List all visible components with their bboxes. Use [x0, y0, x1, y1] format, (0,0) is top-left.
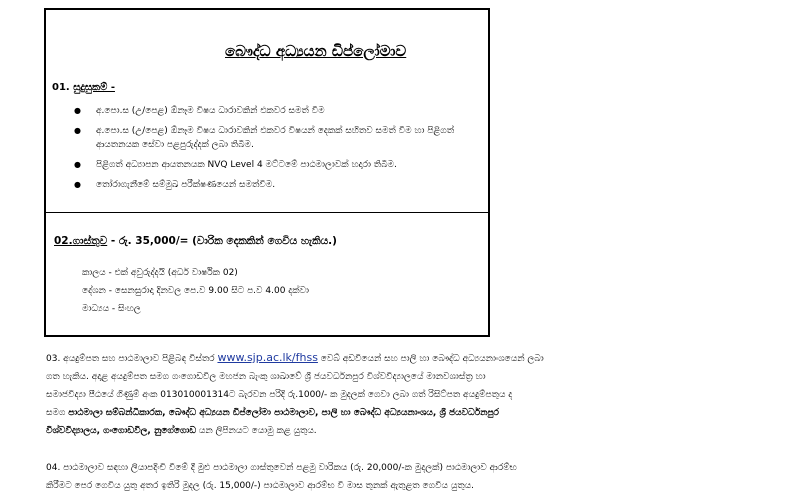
fee-heading	[54, 235, 337, 248]
qualifications-heading	[52, 82, 115, 93]
medium-row: මාධ්‍යය - සිංහල	[82, 304, 141, 314]
para4-line2: කිරීමට පෙර ගෙවිය යුතු අතර ඉතිරි මුදල (රු. 15,000/-) පාඨමාලාව ආරම්භ වී මාස තුනක් ඇතුළත ගෙවිය යුතුය.	[46, 481, 474, 491]
para3-lead: 03. අයදුම්පත සහ පාඨමාලාව පිළිබඳ විස්තර	[46, 354, 218, 364]
university-address: විශ්වවිද්‍යාලය, ගංගොඩවිල, නුගේගොඩ	[46, 426, 197, 436]
para3-line5-tail: යන ලිපිනයට යොමු කළ යුතුය.	[196, 426, 317, 436]
section2-heading: ගාස්තුව	[72, 235, 108, 247]
para3-line3: සමාජවිද්‍යා පීඨයේ ගිණුම් අංක 013010001314ට බැරවන පරිදි රු.1000/- ක මුදලක් ගෙවා ලබා ගත් රිසිට්පත අයදුම්පතුය ද	[46, 390, 513, 400]
website-link[interactable]: www.sjp.ac.lk/fhss	[217, 351, 318, 364]
section2-number: 02.	[54, 235, 73, 247]
list-item: ● තෝරාගැනීමේ සම්මුඛ පරීක්ෂණයෙන් සමත්වීම.	[74, 178, 474, 192]
section1-heading: සුදුසුකම් -	[73, 82, 115, 93]
section1-number: 01.	[52, 82, 70, 93]
list-item: ● අ.පො.ස (උ/පෙළ) ඕනෑම විෂය ධාරාවකින් එකවර විෂයන් දෙකක් සහිතව සමත් වීම හා පිළිගත් ආයතනයක සේවා පළපුරුද්දක් ලබා තිබීම.	[74, 124, 474, 152]
lectures-row: දේශන - සෙනසුරාදා දිනවල පෙ.ව 9.00 සිට ප.ව 4.00 දක්වා	[82, 286, 310, 296]
coordinator-address: පාඨමාලා සම්බන්ධීකාරක, බෞද්ධ අධ්‍යයන ඩිප්ලෝමා පාඨමාලාව, පාලි හා බෞද්ධ අධ්‍යයනාංශය, ශ්‍රී ජයවර්ධනපුර	[68, 408, 499, 418]
fee-amount: - රු. 35,000/= (වාරික දෙකකින් ගෙවිය හැකිය.)	[110, 235, 337, 247]
page-title: බෞද්ධ අධ්‍යයන ඩිප්ලෝමාව	[225, 42, 407, 60]
list-item: ● පිළිගත් අධ්‍යාපන ආයතනයක NVQ Level 4 මට්ටමේ පාඨමාලාවක් හදාරා තිබීම.	[74, 158, 474, 172]
course-info	[82, 264, 309, 318]
duration-row: කාලය - එක් අවුරුද්දයි (අර්ධ වාර්ෂික 02)	[82, 268, 238, 278]
application-paragraph	[46, 349, 758, 440]
registration-paragraph	[46, 459, 758, 495]
para4-line1: 04. පාඨමාලාව සඳහා ලියාපදිංචි වීමේ දී මුළු පාඨමාලා ගාස්තුවෙන් පළමු වාරිකය (රු. 20,000/-ක මුදලක්) පාඨමාලාව ආරම්භ	[46, 463, 517, 473]
list-item: ● අ.පො.ස (උ/පෙළ) ඕනෑම විෂය ධාරාවකින් එකවර සමත් වීම	[74, 104, 474, 118]
qualifications-list	[74, 104, 474, 198]
para3-line1-tail: වෙබ් අඩවියෙන් සහ පාලි හා බෞද්ධ අධ්‍යයනාංශයෙන් ලබා	[317, 354, 544, 364]
para3-line2: ගත හැකිය. අදාළ අයදුම්පත සමග ගංගොඩවිල මහජන බැංකු ශාඛාවේ ශ්‍රී ජයවර්ධනපුර විශ්වවිද්‍යාලයේ මානවශාස්ත්‍ර හා	[46, 372, 486, 382]
para3-line4-prefix: සමග	[46, 408, 69, 418]
